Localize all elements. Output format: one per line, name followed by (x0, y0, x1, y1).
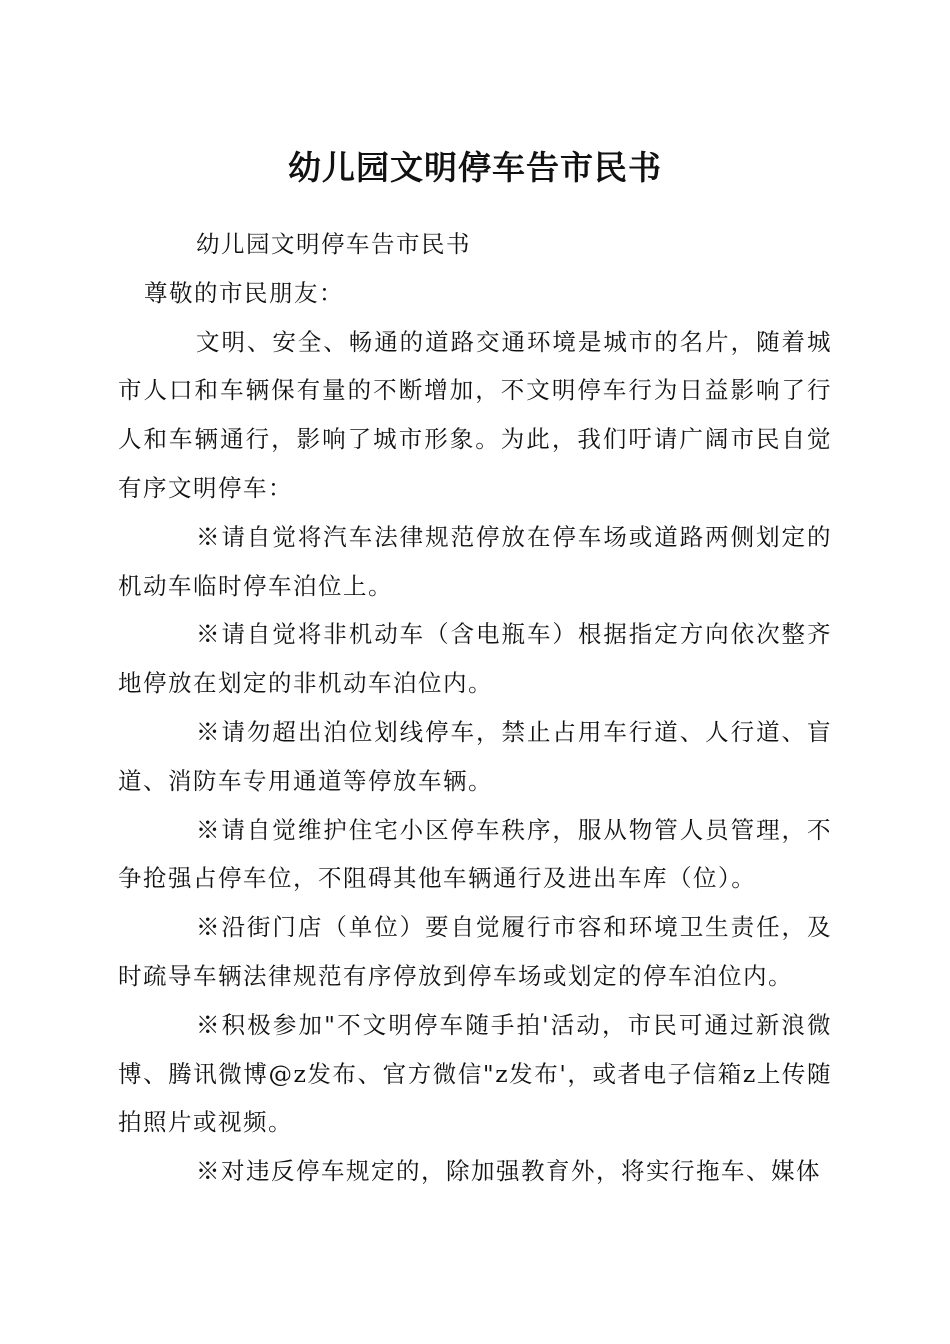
paragraph-item-5: ※沿街门店（单位）要自觉履行市容和环境卫生责任，及时疏导车辆法律规范有序停放到停车场或划定的停车泊位内。 (118, 913, 832, 990)
paragraph-item-6: ※积极参加"不文明停车随手拍'活动，市民可通过新浪微博、腾讯微博@z发布、官方微信"z发布'，或者电子信箱z上传随拍照片或视频。 (118, 1010, 832, 1137)
document-body (118, 220, 832, 1196)
salutation: 尊敬的市民朋友： (144, 278, 344, 307)
paragraph-item-7: ※对违反停车规定的，除加强教育外，将实行拖车、媒体 (196, 1157, 821, 1186)
paragraph-item-4: ※请自觉维护住宅小区停车秩序，服从物管人员管理，不争抢强占停车位，不阻碍其他车辆通行及进出车库（位）。 (118, 815, 832, 893)
paragraph-item-2: ※请自觉将非机动车（含电瓶车）根据指定方向依次整齐地停放在划定的非机动车泊位内。 (118, 620, 832, 698)
paragraph-item-3: ※请勿超出泊位划线停车，禁止占用车行道、人行道、盲道、消防车专用通道等停放车辆。 (118, 717, 832, 795)
paragraph-intro: 文明、安全、畅通的道路交通环境是城市的名片，随着城市人口和车辆保有量的不断增加，不文明停车行为日益影响了行人和车辆通行，影响了城市形象。为此，我们吁请广阔市民自觉有序文明停车： (118, 327, 832, 502)
document-title: 幼儿园文明停车告市民书 (288, 148, 662, 187)
document-subtitle: 幼儿园文明停车告市民书 (196, 230, 471, 258)
paragraph-item-1: ※请自觉将汽车法律规范停放在停车场或道路两侧划定的机动车临时停车泊位上。 (118, 522, 832, 600)
